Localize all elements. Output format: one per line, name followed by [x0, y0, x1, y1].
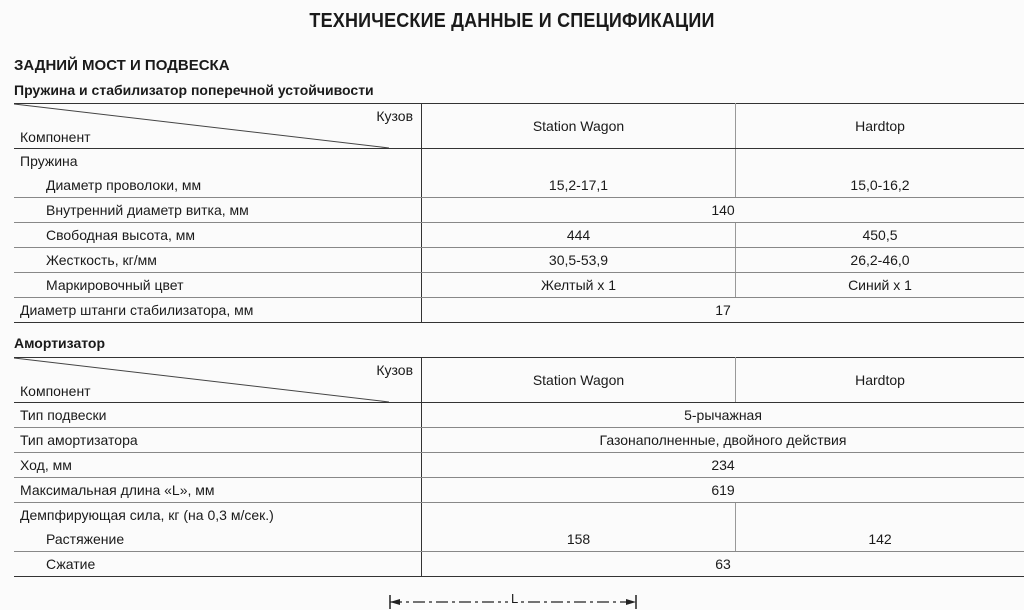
column-header-station-wagon: Station Wagon	[422, 358, 736, 403]
table-row	[14, 149, 1024, 174]
row-label: Тип амортизатора	[14, 428, 422, 453]
row-label: Внутренний диаметр витка, мм	[14, 198, 422, 223]
table-row	[14, 223, 1024, 248]
row-label: Диаметр штанги стабилизатора, мм	[14, 298, 422, 323]
shock-table-title: Амортизатор	[14, 335, 105, 351]
table-row	[14, 453, 1024, 478]
body-label: Кузов	[376, 362, 413, 378]
value-hardtop: 142	[736, 527, 1024, 552]
value-both: Газонаполненные, двойного действия	[422, 428, 1024, 453]
row-label: Ход, мм	[14, 453, 422, 478]
row-label: Максимальная длина «L», мм	[14, 478, 422, 503]
value-station-wagon: 15,2-17,1	[422, 173, 736, 198]
value-both: 619	[422, 478, 1024, 503]
table-row	[14, 173, 1024, 198]
value-station-wagon: Желтый x 1	[422, 273, 736, 298]
value-both: 140	[422, 198, 1024, 223]
value-hardtop: Синий x 1	[736, 273, 1024, 298]
shock-spec-table	[14, 357, 1024, 577]
column-header-hardtop: Hardtop	[736, 104, 1024, 149]
header-diagonal-cell	[14, 104, 422, 149]
table-row	[14, 428, 1024, 453]
value-both: 63	[422, 552, 1024, 577]
column-header-hardtop: Hardtop	[736, 358, 1024, 403]
value-hardtop: 450,5	[736, 223, 1024, 248]
row-label: Демпфирующая сила, кг (на 0,3 м/сек.)	[14, 503, 422, 528]
row-label: Тип подвески	[14, 403, 422, 428]
column-header-station-wagon: Station Wagon	[422, 104, 736, 149]
table-row	[14, 552, 1024, 577]
header-diagonal-cell	[14, 358, 422, 403]
value-station-wagon: 444	[422, 223, 736, 248]
row-label: Растяжение	[14, 527, 422, 552]
value-hardtop: 26,2-46,0	[736, 248, 1024, 273]
table-row	[14, 198, 1024, 223]
table-row	[14, 403, 1024, 428]
value-hardtop: 15,0-16,2	[736, 173, 1024, 198]
value-station-wagon: 158	[422, 527, 736, 552]
value-both: 234	[422, 453, 1024, 478]
dimension-label: L	[508, 592, 521, 606]
row-label: Диаметр проволоки, мм	[14, 173, 422, 198]
value-both: 17	[422, 298, 1024, 323]
row-label: Жесткость, кг/мм	[14, 248, 422, 273]
body-label: Кузов	[376, 108, 413, 124]
table-row	[14, 248, 1024, 273]
spring-table-title: Пружина и стабилизатор поперечной устойчивости	[14, 82, 374, 98]
value-station-wagon: 30,5-53,9	[422, 248, 736, 273]
row-label: Маркировочный цвет	[14, 273, 422, 298]
component-label: Компонент	[20, 383, 91, 399]
page-title: ТЕХНИЧЕСКИЕ ДАННЫЕ И СПЕЦИФИКАЦИИ	[309, 10, 715, 32]
row-label: Сжатие	[14, 552, 422, 577]
table-row	[14, 298, 1024, 323]
row-label: Свободная высота, мм	[14, 223, 422, 248]
table-row	[14, 503, 1024, 528]
row-label: Пружина	[14, 149, 422, 174]
spring-spec-table	[14, 103, 1024, 323]
table-row	[14, 478, 1024, 503]
value-both: 5-рычажная	[422, 403, 1024, 428]
section-title: ЗАДНИЙ МОСТ И ПОДВЕСКА	[14, 57, 230, 74]
table-header-row	[14, 358, 1024, 403]
table-header-row	[14, 104, 1024, 149]
table-row	[14, 273, 1024, 298]
table-row	[14, 527, 1024, 552]
component-label: Компонент	[20, 129, 91, 145]
